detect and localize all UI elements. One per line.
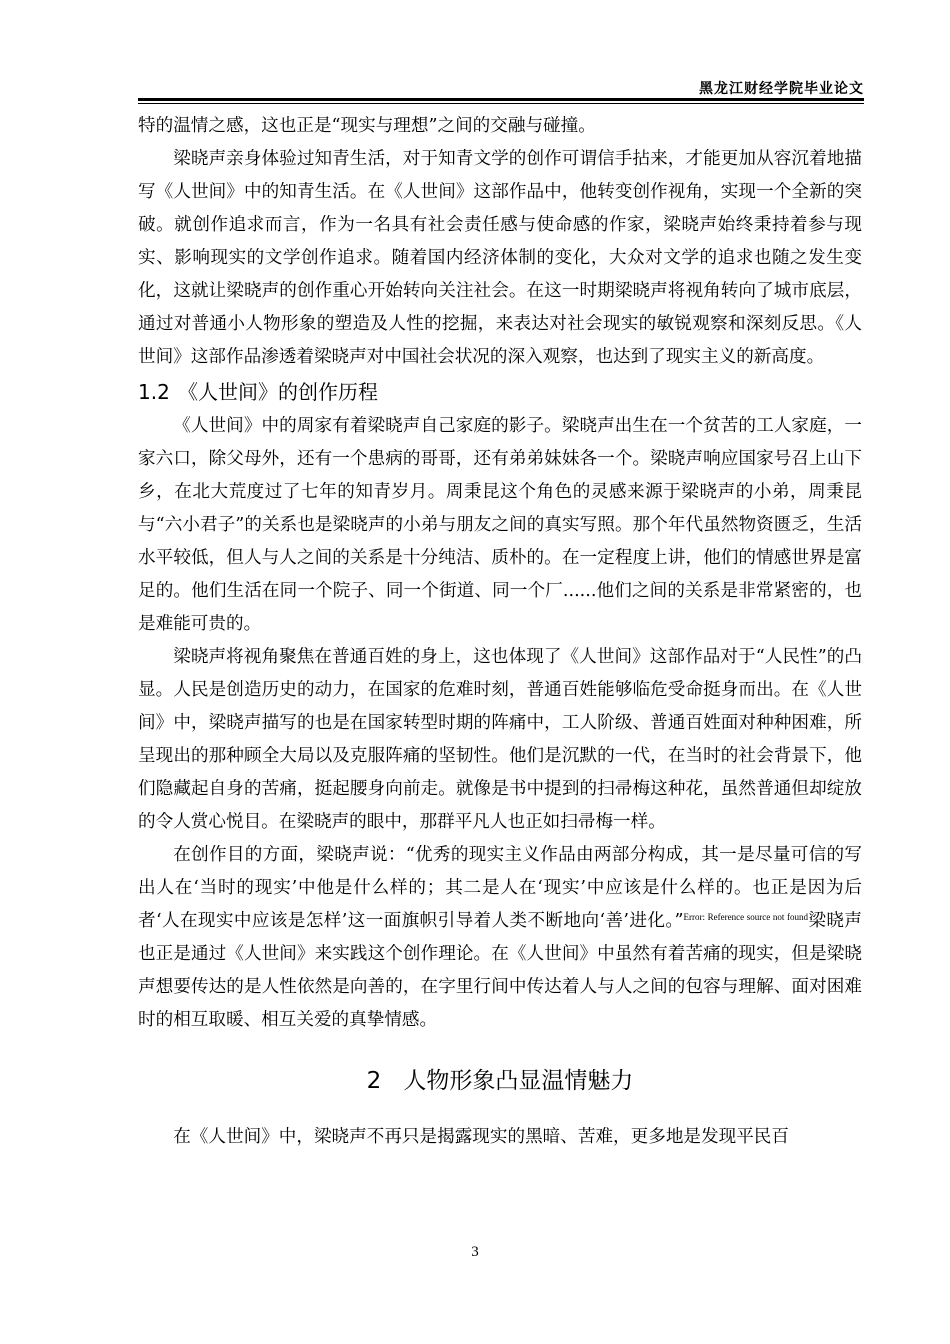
header-rule-thin [138, 103, 864, 104]
body-text [138, 110, 862, 1154]
paragraph-text: 梁晓声也正是通过《人世间》来实践这个创作理论。在《人世间》中虽然有着苦痛的现实，但是梁晓声想要传达的是人性依然是向善的，在字里行间中传达着人与人之间的包容与理解、面对困难时的相互取暖、相互关爱的真挚情感。 [138, 911, 862, 1030]
paragraph: 《人世间》中的周家有着梁晓声自己家庭的影子。梁晓声出生在一个贫苦的工人家庭，一家六口，除父母外，还有一个患病的哥哥，还有弟弟妹妹各一个。梁晓声响应国家号召上山下乡，在北大荒度过了七年的知青岁月。周秉昆这个角色的灵感来源于梁晓声的小弟，周秉昆与“六小君子”的关系也是梁晓声的小弟与朋友之间的真实写照。那个年代虽然物资匮乏，生活水平较低，但人与人之间的关系是十分纯洁、质朴的。在一定程度上讲，他们的情感世界是富足的。他们生活在同一个院子、同一个街道、同一个厂......他们之间的关系是非常紧密的，也是难能可贵的。 [138, 416, 862, 634]
page-number: 3 [471, 1244, 479, 1260]
chapter-number: 2 [366, 1068, 382, 1094]
reference-error: Error: Reference source not found [683, 912, 809, 922]
section-heading [138, 374, 862, 410]
paragraph: 梁晓声将视角聚焦在普通百姓的身上，这也体现了《人世间》这部作品对于“人民性”的凸显。人民是创造历史的动力，在国家的危难时刻，普通百姓能够临危受命挺身而出。在《人世间》中，梁晓声描写的也是在国家转型时期的阵痛中，工人阶级、普通百姓面对种种困难，所呈现出的那种顾全大局以及克服阵痛的坚韧性。他们是沉默的一代，在当时的社会背景下，他们隐藏起自身的苦痛，挺起腰身向前走。就像是书中提到的扫帚梅这种花，虽然普通但却绽放的令人赏心悦目。在梁晓声的眼中，那群平凡人也正如扫帚梅一样。 [138, 647, 862, 832]
header-rule-thick [138, 98, 864, 101]
paragraph-continued: 特的温情之感，这也正是“现实与理想”之间的交融与碰撞。 [138, 116, 596, 136]
section-number: 1.2 [138, 380, 170, 404]
chapter-title: 人物形象凸显温情魅力 [403, 1068, 634, 1094]
running-header: 黑龙江财经学院毕业论文 [699, 81, 864, 97]
chapter-heading [138, 1061, 862, 1101]
paragraph: 在《人世间》中，梁晓声不再只是揭露现实的黑暗、苦难，更多地是发现平民百 [173, 1127, 789, 1147]
section-title: 《人世间》的创作历程 [178, 380, 378, 404]
paragraph-with-reference [138, 839, 862, 1037]
quote-text: 在创作目的方面，梁晓声说：“优秀的现实主义作品由两部分构成，其一是尽量可信的写出人在‘当时的现实’中他是什么样的；其二是人在‘现实’中应该是什么样的。也正是因为后者‘人在现实中应该是怎样’这一面旗帜引导着人类不断地向‘善’进化。” [138, 845, 862, 931]
paragraph: 梁晓声亲身体验过知青生活，对于知青文学的创作可谓信手拈来，才能更加从容沉着地描写《人世间》中的知青生活。在《人世间》这部作品中，他转变创作视角，实现一个全新的突破。就创作追求而言，作为一名具有社会责任感与使命感的作家，梁晓声始终秉持着参与现实、影响现实的文学创作追求。随着国内经济体制的变化，大众对文学的追求也随之发生变化，这就让梁晓声的创作重心开始转向关注社会。在这一时期梁晓声将视角转向了城市底层，通过对普通小人物形象的塑造及人性的挖掘，来表达对社会现实的敏锐观察和深刻反思。《人世间》这部作品渗透着梁晓声对中国社会状况的深入观察，也达到了现实主义的新高度。 [138, 149, 862, 367]
